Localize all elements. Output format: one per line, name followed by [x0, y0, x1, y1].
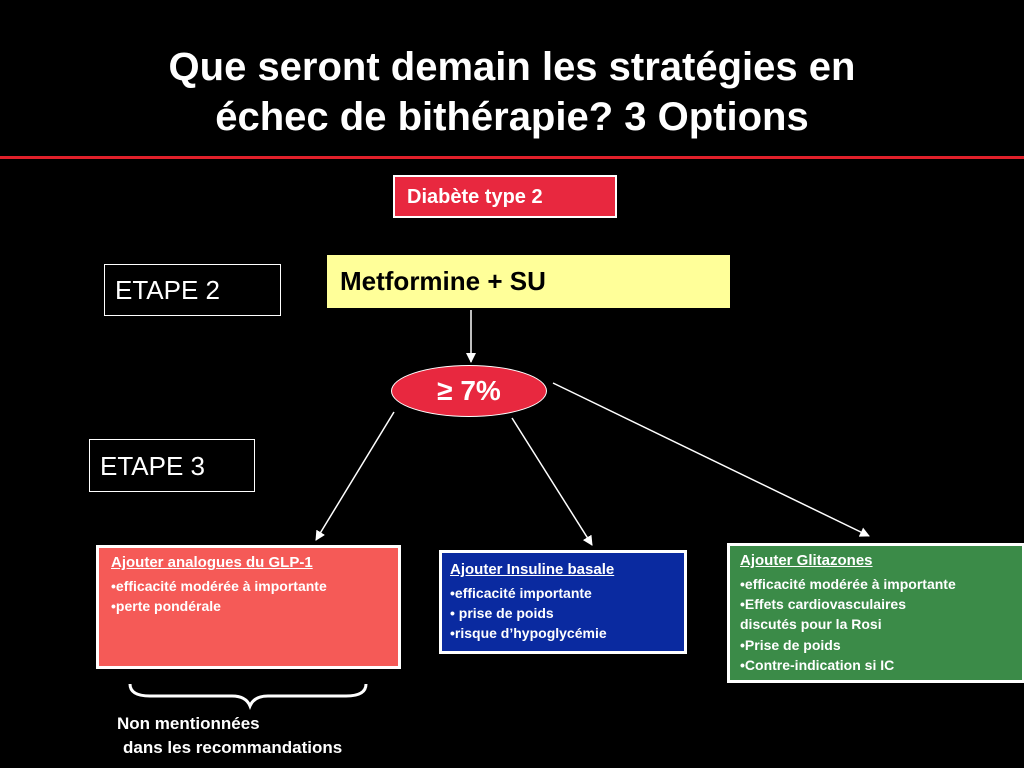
- insuline-heading: Ajouter Insuline basale: [450, 561, 615, 578]
- glitazones-list: [740, 574, 1022, 675]
- glp1-item: • perte pondérale: [111, 596, 398, 616]
- glitazones-item: • Contre-indication si IC: [740, 655, 1022, 675]
- threshold-label: ≥ 7%: [437, 375, 501, 406]
- glp1-heading: Ajouter analogues du GLP-1: [111, 554, 313, 571]
- glitazones-item: • Prise de poids: [740, 635, 1022, 655]
- insuline-item: • prise de poids: [450, 603, 684, 623]
- insuline-item: • risque d’hypoglycémie: [450, 623, 684, 643]
- insuline-item: • efficacité importante: [450, 583, 684, 603]
- glp1-item: • efficacité modérée à importante: [111, 576, 398, 596]
- glp1-option-card: [96, 545, 401, 669]
- threshold-ellipse: [391, 365, 547, 417]
- brace-note: [117, 712, 417, 760]
- glitazones-item: • Effets cardiovasculaires: [740, 594, 1022, 614]
- etape-3-label: ETAPE 3: [89, 439, 255, 492]
- diabete-type-2-box: Diabète type 2: [393, 175, 617, 218]
- glitazones-option-card: [727, 543, 1024, 683]
- glitazones-item: • efficacité modérée à importante: [740, 574, 1022, 594]
- arrow-to-glp1: [316, 412, 394, 540]
- metformine-su-box: Metformine + SU: [327, 255, 730, 308]
- glp1-list: [111, 576, 398, 617]
- arrow-to-insuline: [512, 418, 592, 545]
- slide-title-line-1: Que seront demain les stratégies en: [168, 45, 856, 89]
- arrow-to-glitazones: [553, 383, 869, 536]
- glitazones-heading: Ajouter Glitazones: [740, 552, 873, 569]
- glitazones-item-continuation: discutés pour la Rosi: [740, 616, 882, 633]
- curly-brace: [130, 684, 366, 706]
- brace-note-line-1: Non mentionnées: [117, 714, 260, 733]
- brace-note-line-2: dans les recommandations: [123, 738, 343, 757]
- slide-title-line-2: échec de bithérapie? 3 Options: [215, 95, 809, 139]
- insuline-list: [450, 583, 684, 644]
- etape-2-label: ETAPE 2: [104, 264, 281, 316]
- insuline-option-card: [439, 550, 687, 654]
